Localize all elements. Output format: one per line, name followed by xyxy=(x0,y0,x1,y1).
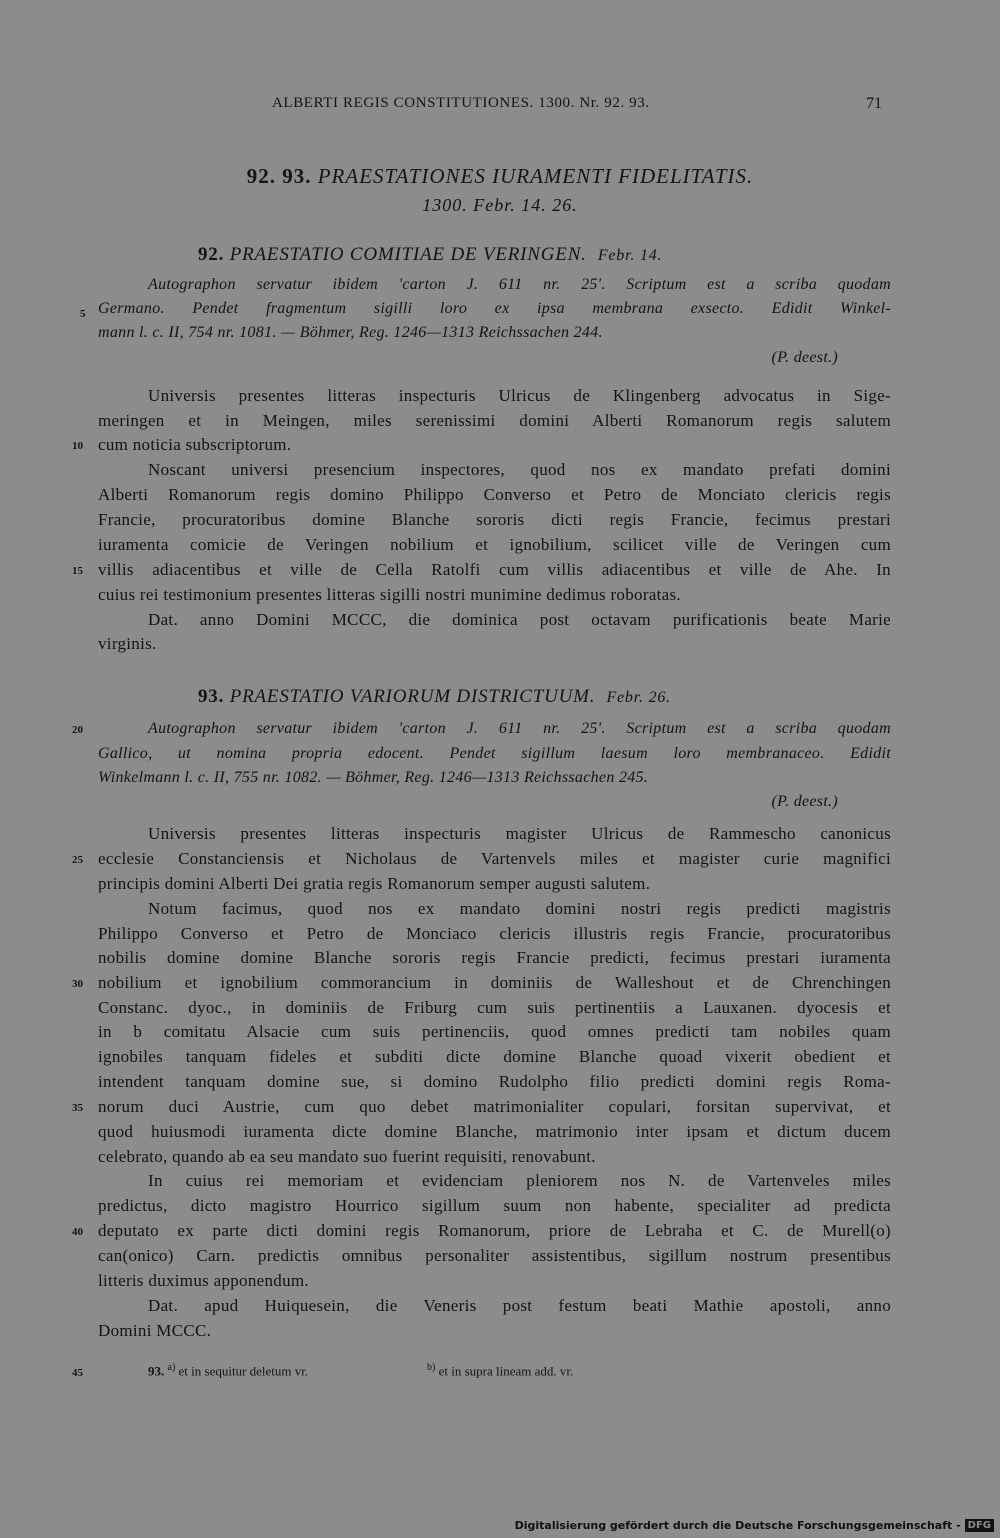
section-92-text-line: meringen et in Meingen, miles serenissimi domini Alberti Romanorum regis salutem xyxy=(98,411,891,430)
section-92-text-line: Noscant universi presencium inspectores, quod nos ex mandato prefati domini xyxy=(148,460,891,479)
section-93-pdeest: (P. deest.) xyxy=(771,793,838,810)
section-93-text-line: Philippo Converso et Petro de Monciaco clericis illustris regis Francie, procuratoribus xyxy=(98,924,891,943)
section-92-note-line: Germano. Pendet fragmentum sigilli loro ex ipsa membrana exsecto. Edidit Winkel- xyxy=(98,300,891,317)
section-93-text-line: ecclesie Constanciensis et Nicholaus de Vartenvels miles et magister curie magnifici xyxy=(98,849,891,868)
section-93-note-line: Winkelmann l. c. II, 755 nr. 1082. — Böhmer, Reg. 1246—1313 Reichssachen 245. xyxy=(98,769,649,786)
section-93-text-line: litteris duximus apponendum. xyxy=(98,1271,309,1290)
section-93-text-line: norum duci Austrie, cum quo debet matrimonialiter copulari, forsitan supervivat, et xyxy=(98,1097,891,1116)
section-93-date: Febr. 26. xyxy=(606,689,671,706)
section-93-text-line: Domini MCCC. xyxy=(98,1321,212,1340)
line-number: 40 xyxy=(72,1226,83,1238)
line-number: 25 xyxy=(72,854,83,866)
footnote-a-text: et in sequitur deletum vr. xyxy=(178,1363,309,1379)
running-head: ALBERTI REGIS CONSTITUTIONES. 1300. Nr. 92. 93. xyxy=(272,95,650,111)
section-93-text-line: Constanc. dyoc., in dominiis de Friburg cum suis pertinentiis a Lauxanen. dyocesis et xyxy=(98,998,891,1017)
line-number: 15 xyxy=(72,565,83,577)
section-93-text-line: nobilium et ignobilium commorancium in dominiis de Walleshout et de Chrenchingen xyxy=(98,973,891,992)
section-93-text-line: celebrato, quando ab ea seu mandato suo fuerint requisiti, renovabunt. xyxy=(98,1147,596,1166)
section-92-text-line: iuramenta comicie de Veringen nobilium et ignobilium, scilicet ville de Veringen cum xyxy=(98,535,891,554)
section-93-text-line: deputato ex parte dicti domini regis Romanorum, priore de Lebraha et C. de Murell(o) xyxy=(98,1221,891,1240)
section-93-text-line: Notum facimus, quod nos ex mandato domini nostri regis predicti magistris xyxy=(148,899,891,918)
main-title-number: 92. 93. xyxy=(246,164,312,188)
section-93-heading xyxy=(198,686,671,708)
section-92-pdeest: (P. deest.) xyxy=(771,349,838,366)
section-93-text-line: principis domini Alberti Dei gratia regis Romanorum semper augusti salutem. xyxy=(98,874,651,893)
dfg-credit xyxy=(515,1519,994,1532)
section-92-note-line: mann l. c. II, 754 nr. 1081. — Böhmer, Reg. 1246—1313 Reichssachen 244. xyxy=(98,324,603,341)
section-93-note-line: Autographon servatur ibidem 'carton J. 611 nr. 25'. Scriptum est a scriba quodam xyxy=(148,720,891,737)
dfg-credit-text: Digitalisierung gefördert durch die Deutsche Forschungsgemeinschaft - xyxy=(514,1519,961,1532)
footnote-b-text: et in supra lineam add. vr. xyxy=(438,1363,574,1379)
section-93-text-line: nobilis domine domine Blanche sororis regis Francie predicti, fecimus prestari iuramenta xyxy=(98,948,891,967)
footnote-b xyxy=(427,1362,573,1379)
section-92-number: 92. xyxy=(198,244,225,265)
section-93-text-line: Universis presentes litteras inspecturis magister Ulricus de Rammescho canonicus xyxy=(148,824,891,843)
line-number: 10 xyxy=(72,440,83,452)
line-number: 5 xyxy=(80,308,86,320)
section-93-text-line: intendent tanquam domine sue, si domino Rudolpho filio predicti domini regis Roma- xyxy=(98,1072,891,1091)
section-92-date: Febr. 14. xyxy=(597,247,663,264)
section-93-text-line: ignobiles tanquam fideles et subditi dicte domine Blanche quoad vixerit obedient et xyxy=(98,1047,891,1066)
section-92-title: PRAESTATIO COMITIAE DE VERINGEN. xyxy=(229,244,587,265)
main-title-text: PRAESTATIONES IURAMENTI FIDELITATIS. xyxy=(317,164,754,188)
line-number: 45 xyxy=(72,1367,83,1379)
section-93-title: PRAESTATIO VARIORUM DISTRICTUUM. xyxy=(229,686,596,707)
section-92-note-line: Autographon servatur ibidem 'carton J. 611 nr. 25'. Scriptum est a scriba quodam xyxy=(148,276,891,293)
section-93-text-line: quod huiusmodi iuramenta dicte domine Blanche, matrimonio inter ipsam et dictum ducem xyxy=(98,1122,891,1141)
line-number: 35 xyxy=(72,1102,83,1114)
footnotes xyxy=(148,1362,308,1379)
section-92-text-line: Francie, procuratoribus domine Blanche sororis dicti regis Francie, fecimus prestari xyxy=(98,510,891,529)
line-number: 30 xyxy=(72,978,83,990)
section-92-text-line: cuius rei testimonium presentes litteras sigilli nostri munimine dedimus roboratas. xyxy=(98,585,681,604)
section-92-text-line: villis adiacentibus et ville de Cella Ratolfi cum villis adiacentibus et ville de Ahe. In xyxy=(98,560,891,579)
footnote-a-mark: a) xyxy=(167,1362,176,1373)
footnote-b-mark: b) xyxy=(427,1362,436,1373)
section-93-number: 93. xyxy=(198,686,225,707)
section-92-text-line: cum noticia subscriptorum. xyxy=(98,435,292,454)
line-number: 20 xyxy=(72,724,83,736)
section-93-text-line: in b comitatu Alsacie cum suis pertinenciis, quod omnes predicti tam nobiles quam xyxy=(98,1022,891,1041)
section-92-text-line: virginis. xyxy=(98,634,157,653)
footnote-section-number: 93. xyxy=(148,1363,165,1379)
section-92-text-line: Universis presentes litteras inspecturis Ulricus de Klingenberg advocatus in Sige- xyxy=(148,386,891,405)
page-number: 71 xyxy=(866,95,882,112)
section-93-text-line: In cuius rei memoriam et evidenciam pleniorem nos N. de Vartenveles miles xyxy=(148,1171,891,1190)
section-92-text-line: Dat. anno Domini MCCC, die dominica post octavam purificationis beate Marie xyxy=(148,610,891,629)
section-92-heading xyxy=(198,244,662,266)
main-title xyxy=(0,164,1000,189)
section-93-text-line: can(onico) Carn. predictis omnibus personaliter assistentibus, sigillum nostrum presentibus xyxy=(98,1246,891,1265)
section-93-note-line: Gallico, ut nomina propria edocent. Pendet sigillum laesum loro membranaceo. Edidit xyxy=(98,745,891,762)
section-93-text-line: Dat. apud Huiquesein, die Veneris post festum beati Mathie apostoli, anno xyxy=(148,1296,891,1315)
dfg-logo-icon: DFG xyxy=(965,1519,994,1532)
section-93-text-line: predictus, dicto magistro Hourrico sigillum suum non habente, specialiter ad predicta xyxy=(98,1196,891,1215)
main-title-date: 1300. Febr. 14. 26. xyxy=(422,195,578,215)
section-92-text-line: Alberti Romanorum regis domino Philippo Converso et Petro de Monciato clericis regis xyxy=(98,485,891,504)
